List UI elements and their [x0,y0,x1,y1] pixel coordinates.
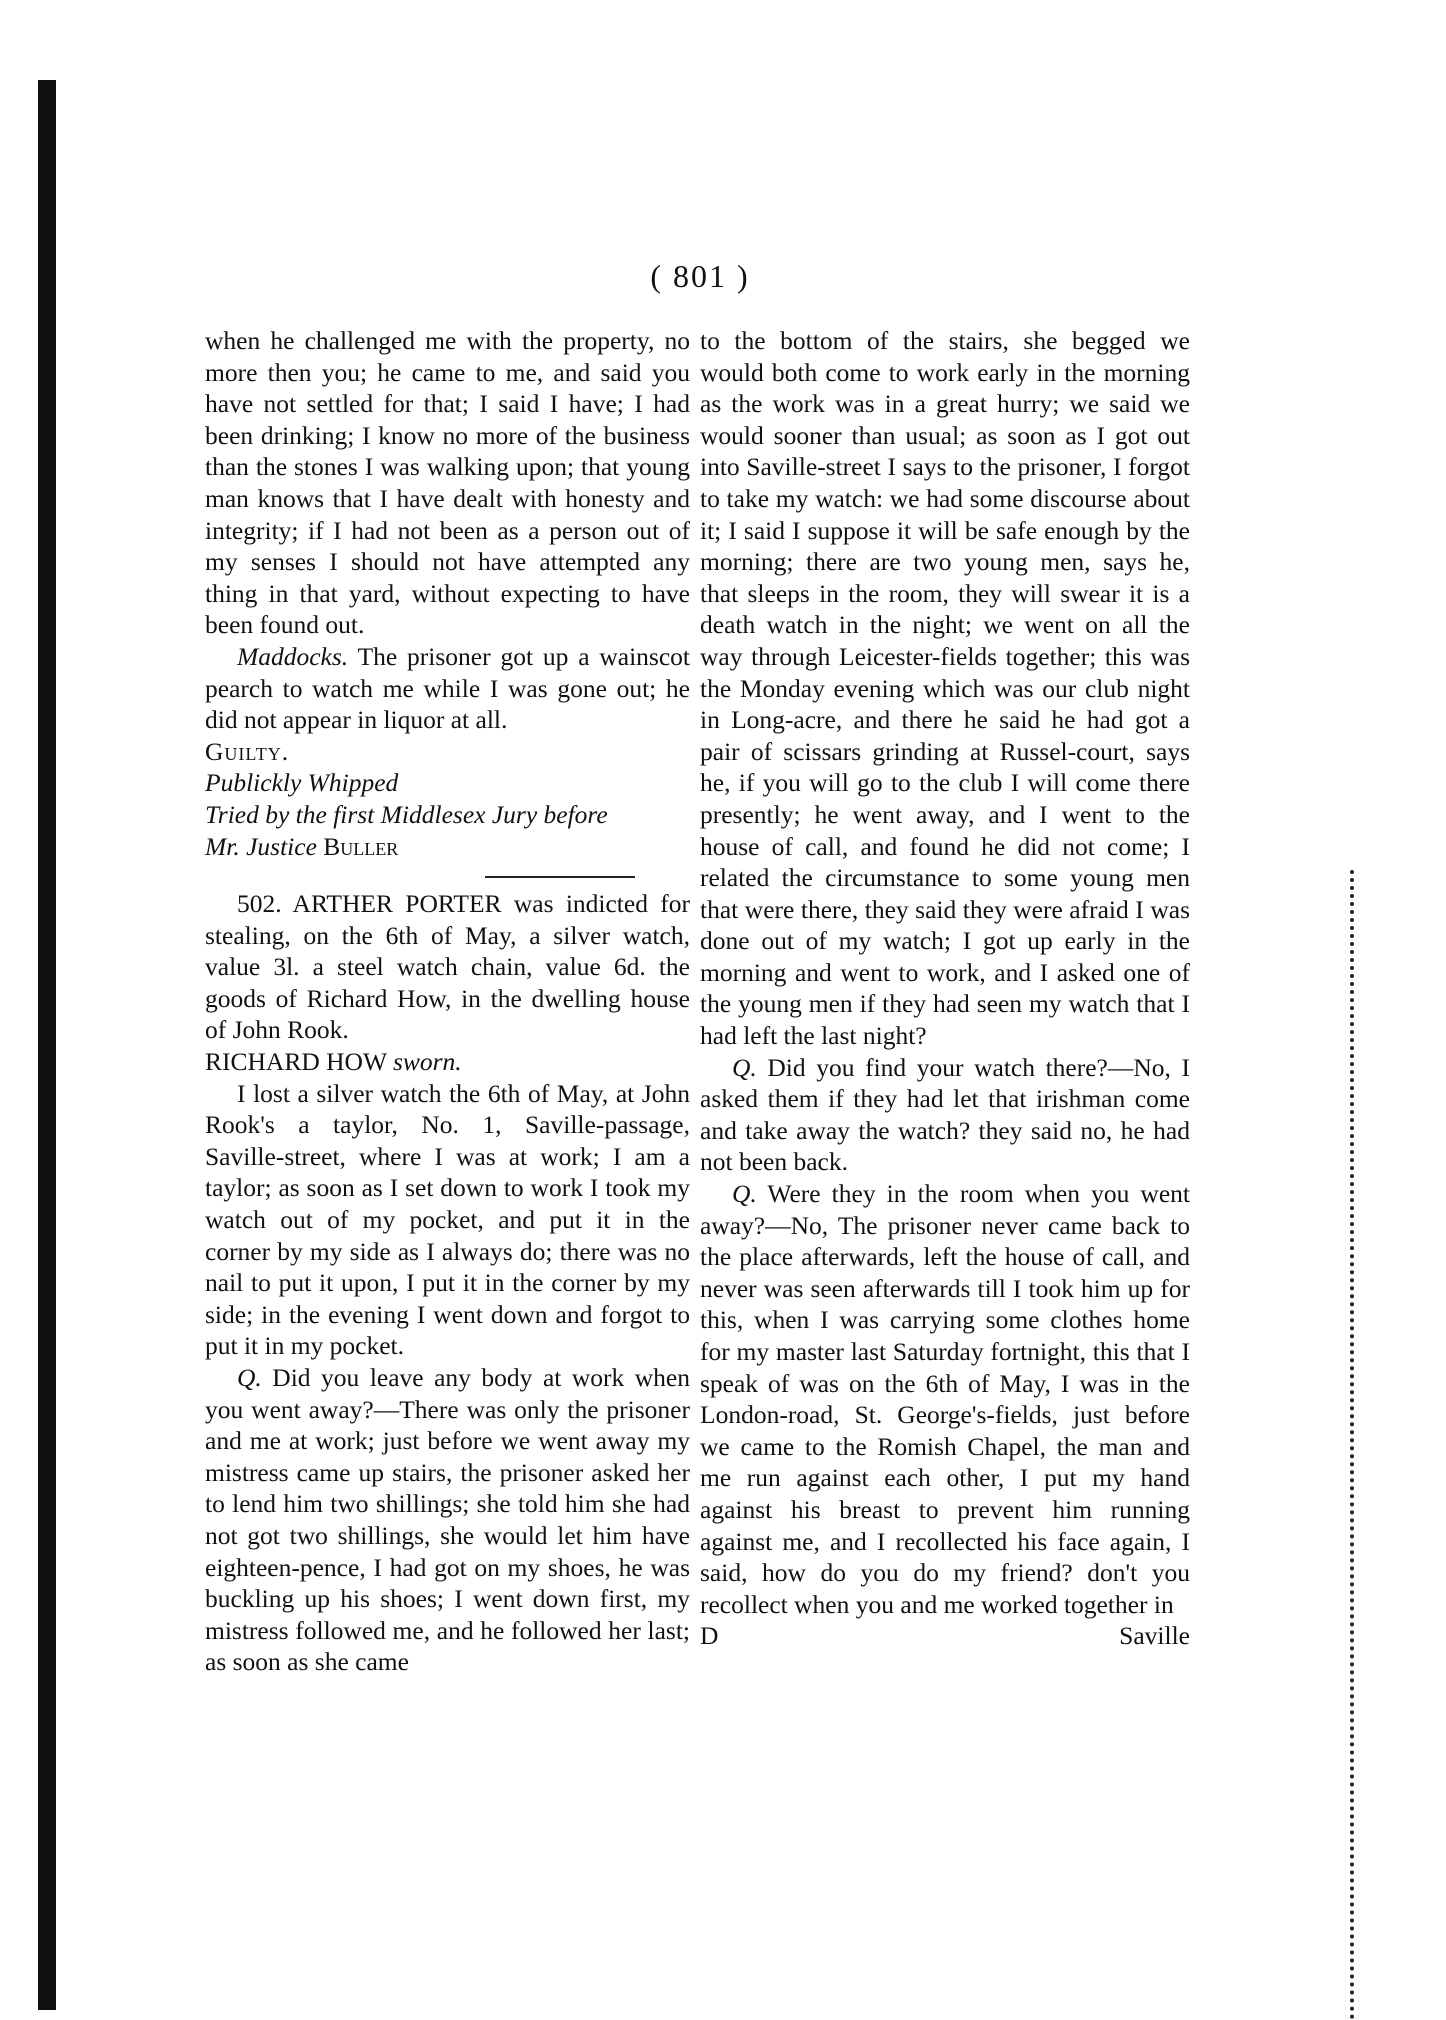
statement-text: The prisoner got up a wainscot pearch to watch me while I was gone out; he did not appear in liquor at all. [205,641,690,735]
page-number: ( 801 ) [650,258,750,294]
judge-prefix: Mr. Justice [205,831,317,861]
question-text: Did you leave any body at work when you went away?—There was only the prisoner and me at work; just before we went away my mistress came up stairs, the prisoner asked her to lend him two shillings; she told him she had not got two shillings, she would let him have eighteen-pence, I had got on my shoes, he was buckling up his shoes; I went down first, my mistress followed me, and he followed her last; as soon as she came [205,1363,690,1677]
testimony-paragraph: to the bottom of the stairs, she begged we would both come to work early in the morning as the work was in a great hurry; we said we would sooner than usual; as soon as I got out into Saville-street I says to the prisoner, I forgot to take my watch: we had some discourse about it; I said I suppose it will be safe enough by the morning; there are two young men, says he, that sleeps in the room, they will swear it is a death watch in the night; we went on all the way through Leicester-fields together; this was the Monday evening which was our club night in Long-acre, and there he said he had got a pair of scissars grinding at Russel-court, says he, if you will go to the club I will come there presently; he went away, and I went to the house of call, and found he did not come; I related the circumstance to some young men that were there, they said they were afraid I was done out of my watch; I got up early in the morning and went to work, and I asked one of the young men if they had seen my watch that I had left the last night? [700,326,1190,1051]
right-column [700,325,1190,1652]
judge-line [205,831,690,863]
scan-margin-marks [1350,870,1360,2020]
witness-heading [205,1046,690,1078]
page-footer [700,1620,1190,1652]
question-paragraph [205,1362,690,1678]
case-indictment [205,888,690,1046]
witness-status: sworn. [392,1047,462,1077]
case-number: 502. [237,889,282,919]
section-divider [485,876,635,878]
signature-mark: D [700,1621,719,1651]
testimony-paragraph: when he challenged me with the property, no more then you; he came to me, and said you have not settled for that; I said I have; I had been drinking; I know no more of the business than the stones I was walking upon; that young man knows that I have dealt with honesty and integrity; if I had not been as a person out of my senses I should not have attempted any thing in that yard, without expecting to have been found out. [205,326,690,640]
question-marker: Q. [732,1179,757,1209]
jury-line: Tried by the first Middlesex Jury before [205,799,608,829]
question-text: Did you find your watch there?—No, I asked them if they had let that irishman come and take away the watch? they said no, he had not been back. [700,1052,1190,1177]
left-column [205,325,690,1678]
speaker-name: Maddocks. [237,641,349,671]
sentence: Publickly Whipped [205,768,399,798]
catchword: Saville [1119,1621,1190,1651]
testimony-paragraph: I lost a silver watch the 6th of May, at John Rook's a taylor, No. 1, Saville-passage, Saville-street, where I was at work; I am a taylor; as soon as I set down to work I took my watch out of my pocket, and put it in the corner by my side as I always do; there was no nail to put it upon, I put it in the corner by my side; in the evening I went down and forgot to put it in my pocket. [205,1078,690,1361]
question-text: Were they in the room when you went away?—No, The prisoner never came back to the place afterwards, left the house of call, and never was seen afterwards till I took him up for this, when I was carrying some clothes home for my master last Saturday fortnight, this that I speak of was on the 6th of May, I was in the London-road, St. George's-fields, just before we came to the Romish Chapel, the man and me run against each other, I put my hand against his breast to prevent him running against me, and I recollected his face again, I said, how do you do my friend? don't you recollect when you and me worked together in [700,1179,1190,1619]
judge-name: Buller [323,831,399,861]
question-marker: Q. [237,1363,262,1392]
maddocks-statement [205,641,690,736]
witness-name: RICHARD HOW [205,1047,387,1077]
question-paragraph [700,1052,1190,1178]
question-paragraph [700,1178,1190,1620]
case-text: ARTHER PORTER was indicted for stealing, on the 6th of May, a silver watch, value 3l. a steel watch chain, value 6d. the goods of Richard How, in the dwelling house of John Rook. [205,889,690,1045]
question-marker: Q. [732,1052,757,1082]
scan-binding-edge [38,80,56,2010]
verdict: Guilty. [205,736,290,766]
